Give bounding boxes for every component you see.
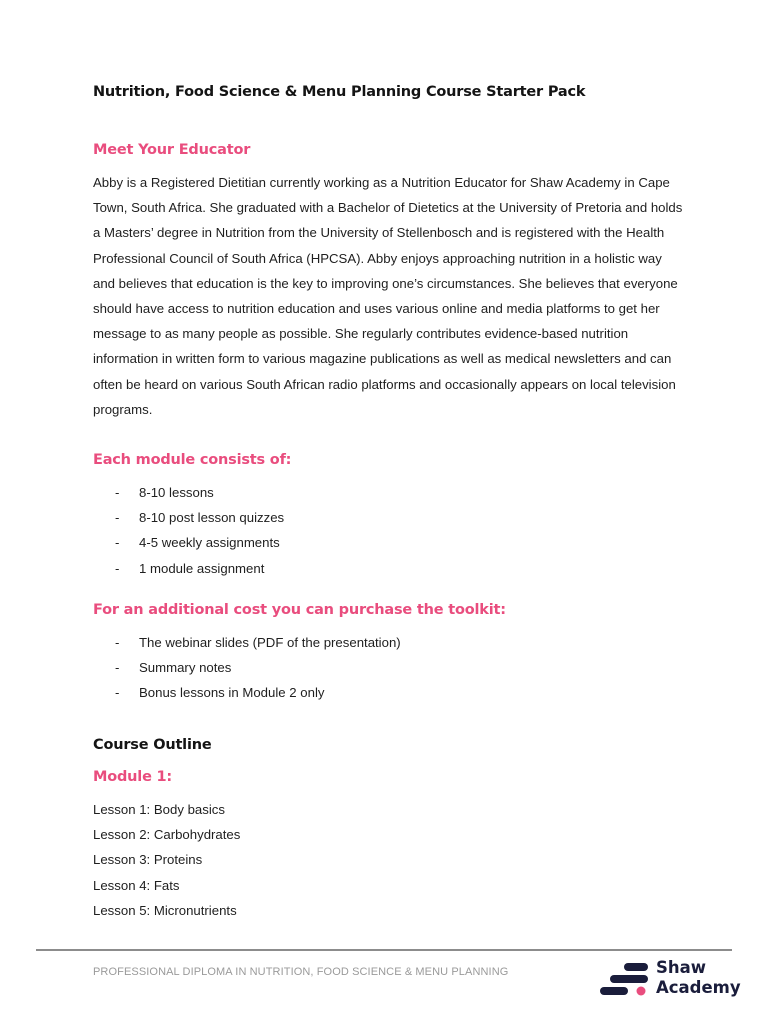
lesson-item: Lesson 3: Proteins: [93, 852, 203, 868]
dash-marker: -: [115, 535, 120, 551]
footer-divider: [36, 949, 732, 951]
lesson-item: Lesson 1: Body basics: [93, 802, 225, 817]
educator-bio: Abby is a Registered Dietitian currently working as a Nutrition Educator for Shaw Academy in Cape Town, South Africa. She graduated with a Bachelor of Dietetics at the University of Pretoria and holds a Masters’ degree in Nutrition from the University of Stellenbosch and is registered with the Health Professional Council of South Africa (HPCSA). Abby enjoys approaching nutrition in a holistic way and believes that education is the key to improving one’s circumstances. She believes that everyone should have access to nutrition education and uses various online and media platforms to get her message to as many people as possible. She regularly contributes evidence-based nutrition information in written form to various magazine publications as well as medical newsletters and can often be heard on various South African radio platforms and occasionally appears on local television programs.: [93, 175, 683, 417]
dash-marker: -: [115, 485, 120, 500]
shaw-academy-logo: [598, 958, 748, 1000]
list-item: - 1 module assignment: [93, 556, 284, 581]
logo-wordmark: [656, 958, 741, 998]
lesson-item: Lesson 4: Fats: [93, 877, 180, 893]
list-item: - Summary notes: [93, 655, 401, 680]
list-item: - 4-5 weekly assignments: [93, 530, 284, 555]
list-item: - 8-10 post lesson quizzes: [93, 505, 284, 530]
shaw-academy-logo-icon: [598, 960, 650, 998]
dash-marker: -: [115, 660, 120, 676]
footer-text: PROFESSIONAL DIPLOMA IN NUTRITION, FOOD SCIENCE & MENU PLANNING: [93, 966, 509, 978]
module-contents-heading: Each module consists of:: [93, 452, 292, 468]
lesson-item: Lesson 2: Carbohydrates: [93, 827, 241, 843]
module-1-heading: Module 1:: [93, 769, 173, 785]
document-title: Nutrition, Food Science & Menu Planning Course Starter Pack: [93, 84, 586, 100]
dash-marker: -: [115, 510, 120, 526]
module-contents-list: [93, 480, 284, 581]
list-item: - Bonus lessons in Module 2 only: [93, 680, 401, 705]
list-item: - The webinar slides (PDF of the presentation): [93, 630, 401, 655]
list-item: - 8-10 lessons: [93, 480, 284, 505]
dash-marker: -: [115, 685, 120, 701]
dash-marker: -: [115, 635, 120, 650]
dash-marker: -: [115, 560, 120, 576]
lesson-list: [93, 797, 240, 923]
toolkit-heading: For an additional cost you can purchase the toolkit:: [93, 602, 506, 618]
logo-line-shaw: Shaw: [656, 958, 707, 977]
logo-line-academy: Academy: [656, 978, 741, 997]
toolkit-list: [93, 630, 401, 706]
educator-heading: Meet Your Educator: [93, 142, 251, 158]
course-outline-heading: Course Outline: [93, 737, 212, 753]
lesson-item: Lesson 5: Micronutrients: [93, 902, 237, 918]
